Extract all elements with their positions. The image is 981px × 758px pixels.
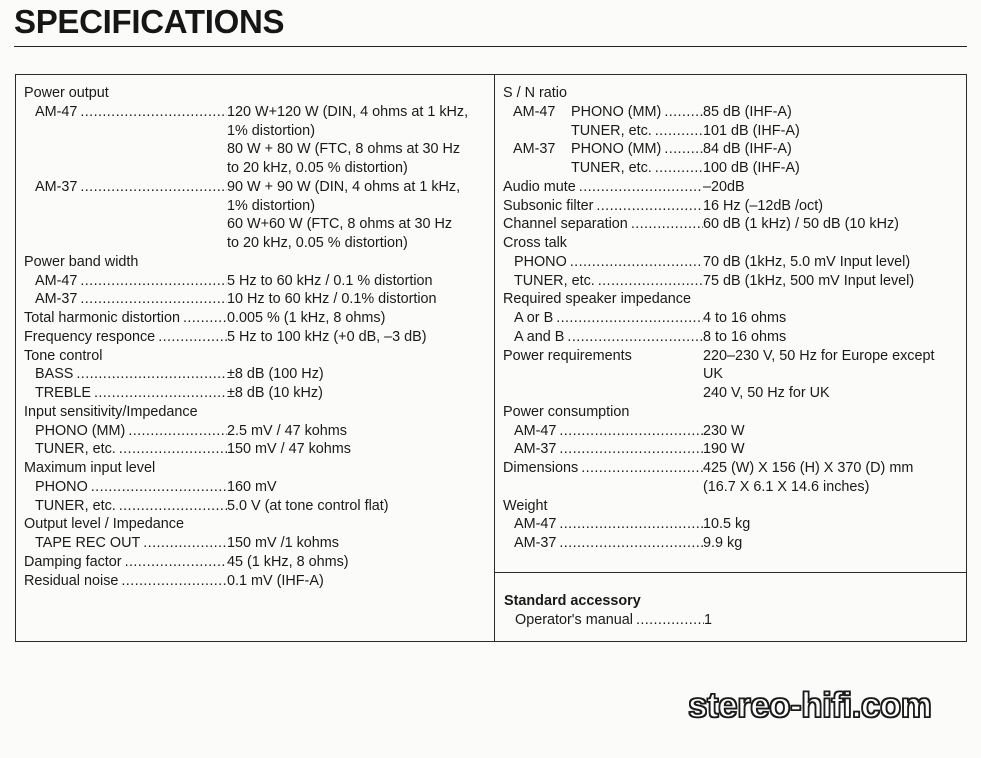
leader-dots	[593, 197, 703, 216]
spec-row	[24, 290, 492, 309]
spec-heading: Tone control	[24, 347, 103, 364]
spec-heading: Power consumption	[503, 403, 630, 420]
spec-row	[503, 534, 965, 553]
spec-value: 60 W+60 W (FTC, 8 ohms at 30 Hz	[227, 216, 453, 233]
spec-label-cell	[503, 309, 703, 328]
leader-dots	[567, 253, 703, 272]
spec-row	[24, 328, 492, 347]
leader-dots	[125, 422, 227, 441]
spec-value: 16 Hz (–12dB /oct)	[703, 197, 823, 214]
column-divider	[494, 75, 495, 642]
spec-label-cell	[503, 534, 703, 553]
spec-row	[24, 178, 492, 197]
spec-label: TUNER, etc.	[571, 160, 652, 176]
spec-value: 8 to 16 ohms	[703, 328, 787, 345]
spec-label-cell	[503, 347, 703, 366]
spec-value: 100 dB (IHF-A)	[703, 160, 800, 176]
spec-label: Channel separation	[503, 216, 628, 233]
spec-label-spacer	[24, 215, 227, 234]
spec-row	[24, 365, 492, 384]
leader-dots	[652, 122, 703, 141]
accessory-divider	[494, 572, 967, 573]
spec-label-spacer	[503, 478, 703, 497]
spec-value: 84 dB (IHF-A)	[703, 141, 792, 158]
accessory-heading: Standard accessory	[504, 593, 641, 609]
spec-value: 75 dB (1kHz, 500 mV Input level)	[703, 272, 915, 289]
spec-heading: Weight	[503, 497, 548, 514]
spec-label-cell	[24, 553, 227, 572]
spec-row-continued	[24, 140, 492, 159]
spec-value: 240 V, 50 Hz for UK	[703, 385, 830, 401]
spec-label-spacer	[24, 197, 227, 216]
spec-label-spacer	[24, 122, 227, 141]
spec-label: Frequency responce	[24, 328, 156, 345]
spec-label: AM-37	[35, 178, 78, 195]
spec-label-spacer	[503, 384, 703, 403]
leader-dots	[122, 553, 227, 572]
spec-label: TUNER, etc.	[571, 122, 652, 139]
spec-column-right	[503, 84, 965, 553]
leader-dots	[116, 440, 227, 459]
spec-row-continued	[24, 197, 492, 216]
spec-label-cell	[503, 253, 703, 272]
spec-label-spacer	[24, 159, 227, 178]
spec-value: –20dB	[703, 178, 745, 195]
spec-label-cell	[503, 422, 703, 441]
spec-value: 70 dB (1kHz, 5.0 mV Input level)	[703, 253, 911, 270]
leader-dots	[661, 140, 703, 159]
spec-label: Power requirements	[503, 347, 632, 364]
leader-dots	[576, 178, 703, 197]
spec-value: 150 mV / 47 kohms	[227, 441, 351, 458]
spec-row	[24, 272, 492, 291]
spec-row	[24, 309, 492, 328]
leader-dots	[116, 497, 227, 516]
spec-label-cell	[24, 328, 227, 347]
spec-row-continued	[503, 478, 965, 497]
spec-label-cell	[24, 272, 227, 291]
spec-row	[503, 178, 965, 197]
spec-label: AM-47	[35, 103, 78, 120]
spec-label-cell	[24, 103, 227, 122]
spec-label: Audio mute	[503, 178, 576, 195]
model-label	[513, 159, 571, 178]
spec-value: 150 mV /1 kohms	[227, 535, 339, 551]
spec-label-cell	[503, 159, 703, 178]
spec-label: Operator's manual	[515, 611, 633, 628]
leader-dots	[553, 309, 703, 328]
spec-label: Subsonic filter	[503, 197, 594, 214]
spec-value: 0.1 mV (IHF-A)	[227, 572, 324, 589]
leader-dots	[88, 478, 227, 497]
spec-label: Damping factor	[24, 553, 122, 570]
spec-value: 0.005 % (1 kHz, 8 ohms)	[227, 310, 386, 326]
spec-heading: Output level / Impedance	[24, 516, 184, 533]
leader-dots	[180, 309, 227, 328]
spec-value: (16.7 X 6.1 X 14.6 inches)	[703, 478, 870, 495]
spec-label: BASS	[35, 366, 74, 383]
spec-heading: Maximum input level	[24, 460, 156, 476]
leader-dots	[661, 103, 703, 122]
sn-ratio-row	[503, 159, 965, 178]
leader-dots	[564, 328, 703, 347]
spec-heading: Input sensitivity/Impedance	[24, 403, 198, 420]
spec-label-cell	[24, 384, 227, 403]
spec-value: ±8 dB (100 Hz)	[227, 366, 324, 383]
spec-row	[503, 253, 965, 272]
spec-row	[503, 215, 965, 234]
spec-label: AM-47	[514, 516, 557, 533]
spec-label-cell	[24, 178, 227, 197]
spec-value: 220–230 V, 50 Hz for Europe except	[703, 347, 935, 364]
spec-row	[503, 422, 965, 441]
leader-dots	[633, 611, 704, 630]
model-label: AM-47	[513, 103, 556, 120]
spec-label: TUNER, etc.	[514, 272, 595, 289]
spec-label: TREBLE	[35, 385, 91, 401]
spec-label: AM-37	[514, 535, 557, 551]
spec-label-spacer	[24, 234, 227, 253]
spec-label-cell	[24, 478, 227, 497]
spec-heading: Cross talk	[503, 235, 567, 251]
spec-value: 80 W + 80 W (FTC, 8 ohms at 30 Hz	[227, 141, 461, 158]
spec-label: Total harmonic distortion	[24, 310, 180, 326]
spec-label-cell	[24, 440, 227, 459]
spec-row-continued	[24, 234, 492, 253]
spec-row	[24, 572, 492, 591]
spec-label: AM-47	[514, 422, 557, 439]
spec-value: 120 W+120 W (DIN, 4 ohms at 1 kHz,	[227, 103, 469, 120]
spec-value: 85 dB (IHF-A)	[703, 103, 792, 120]
spec-value: 230 W	[703, 422, 745, 439]
spec-label: A or B	[514, 310, 554, 326]
spec-label: AM-37	[514, 441, 557, 458]
watermark-logo: stereo-hifi.com	[688, 686, 932, 725]
spec-row	[503, 515, 965, 534]
spec-label-cell	[24, 572, 227, 591]
spec-label-cell	[503, 328, 703, 347]
spec-row	[503, 272, 965, 291]
spec-row-continued	[24, 122, 492, 141]
spec-label: A and B	[514, 328, 565, 345]
spec-row	[503, 459, 965, 478]
spec-label-cell	[24, 534, 227, 553]
spec-value: 425 (W) X 156 (H) X 370 (D) mm	[703, 460, 914, 476]
spec-label-cell	[503, 197, 703, 216]
spec-label-cell	[24, 290, 227, 309]
leader-dots	[578, 459, 703, 478]
spec-row	[503, 328, 965, 347]
spec-row	[503, 347, 965, 366]
spec-value: 190 W	[703, 441, 745, 458]
model-label	[513, 122, 571, 141]
spec-label-cell	[24, 497, 227, 516]
spec-value: 1	[704, 611, 713, 628]
accessory-section	[504, 592, 964, 630]
spec-label-cell	[503, 272, 703, 291]
spec-column-left	[24, 84, 492, 590]
spec-label-cell	[503, 178, 703, 197]
spec-value: 1% distortion)	[227, 122, 315, 139]
spec-label-cell	[503, 459, 703, 478]
page-title: SPECIFICATIONS	[14, 3, 285, 40]
spec-row	[24, 553, 492, 572]
spec-label: TAPE REC OUT	[35, 535, 141, 551]
spec-row	[24, 497, 492, 516]
spec-value: 10 Hz to 60 kHz / 0.1% distortion	[227, 291, 437, 308]
spec-value: 45 (1 kHz, 8 ohms)	[227, 553, 349, 570]
spec-label-spacer	[24, 140, 227, 159]
spec-value: 160 mV	[227, 478, 277, 495]
spec-value: 60 dB (1 kHz) / 50 dB (10 kHz)	[703, 216, 899, 233]
leader-dots	[73, 365, 227, 384]
spec-row	[24, 534, 492, 553]
leader-dots	[118, 572, 227, 591]
title-rule	[14, 46, 967, 47]
spec-label-cell	[24, 422, 227, 441]
leader-dots	[595, 272, 703, 291]
leader-dots	[556, 422, 703, 441]
leader-dots	[652, 159, 703, 178]
spec-label: TUNER, etc.	[35, 497, 116, 514]
spec-label: PHONO (MM)	[571, 141, 662, 158]
spec-value: 101 dB (IHF-A)	[703, 122, 800, 139]
spec-value: 9.9 kg	[703, 535, 743, 551]
spec-heading: Power output	[24, 85, 109, 101]
sn-ratio-row	[503, 103, 965, 122]
spec-value: 5 Hz to 100 kHz (+0 dB, –3 dB)	[227, 328, 427, 345]
leader-dots	[77, 272, 227, 291]
spec-label-cell	[503, 122, 703, 141]
spec-value: 5.0 V (at tone control flat)	[227, 497, 389, 514]
spec-label: PHONO	[35, 478, 88, 495]
spec-value: 5 Hz to 60 kHz / 0.1 % distortion	[227, 272, 433, 289]
spec-value: to 20 kHz, 0.05 % distortion)	[227, 235, 408, 251]
spec-row-continued	[503, 365, 965, 384]
leader-dots	[91, 384, 227, 403]
spec-heading: S / N ratio	[503, 85, 567, 101]
accessory-row	[504, 611, 964, 630]
spec-heading: Required speaker impedance	[503, 291, 691, 308]
spec-label: AM-47	[35, 272, 78, 289]
spec-value: 90 W + 90 W (DIN, 4 ohms at 1 kHz,	[227, 178, 461, 195]
spec-row	[24, 103, 492, 122]
spec-label-cell	[503, 215, 703, 234]
spec-label-cell	[503, 140, 703, 159]
leader-dots	[556, 440, 703, 459]
leader-dots	[628, 215, 703, 234]
spec-value: 2.5 mV / 47 kohms	[227, 422, 347, 439]
leader-dots	[140, 534, 227, 553]
spec-label: TUNER, etc.	[35, 441, 116, 458]
spec-row-continued	[24, 215, 492, 234]
leader-dots	[155, 328, 227, 347]
leader-dots	[556, 534, 703, 553]
spec-label: Dimensions	[503, 460, 579, 476]
leader-dots	[77, 103, 227, 122]
spec-heading: Power band width	[24, 253, 139, 270]
sn-ratio-row	[503, 140, 965, 159]
spec-label: Residual noise	[24, 572, 119, 589]
spec-row	[24, 384, 492, 403]
spec-label-cell	[503, 515, 703, 534]
spec-value: to 20 kHz, 0.05 % distortion)	[227, 160, 408, 176]
spec-value: ±8 dB (10 kHz)	[227, 385, 323, 401]
spec-label-cell	[503, 440, 703, 459]
spec-label: PHONO (MM)	[571, 103, 662, 120]
spec-value: 1% distortion)	[227, 197, 315, 214]
model-label: AM-37	[513, 141, 556, 158]
spec-label-cell	[24, 365, 227, 384]
spec-row	[503, 197, 965, 216]
spec-value: 4 to 16 ohms	[703, 310, 787, 326]
leader-dots	[77, 290, 227, 309]
leader-dots	[77, 178, 227, 197]
spec-row	[24, 422, 492, 441]
spec-label: PHONO (MM)	[35, 422, 126, 439]
spec-label: AM-37	[35, 291, 78, 308]
spec-row-continued	[503, 384, 965, 403]
spec-row	[503, 440, 965, 459]
sn-ratio-row	[503, 122, 965, 141]
spec-row	[24, 440, 492, 459]
spec-label-cell	[24, 309, 227, 328]
spec-row-continued	[24, 159, 492, 178]
leader-dots	[556, 515, 703, 534]
spec-label: PHONO	[514, 253, 567, 270]
spec-row	[24, 478, 492, 497]
spec-row	[503, 309, 965, 328]
spec-label-cell	[503, 103, 703, 122]
spec-label-spacer	[503, 365, 703, 384]
spec-value: UK	[703, 366, 723, 383]
spec-value: 10.5 kg	[703, 516, 751, 533]
